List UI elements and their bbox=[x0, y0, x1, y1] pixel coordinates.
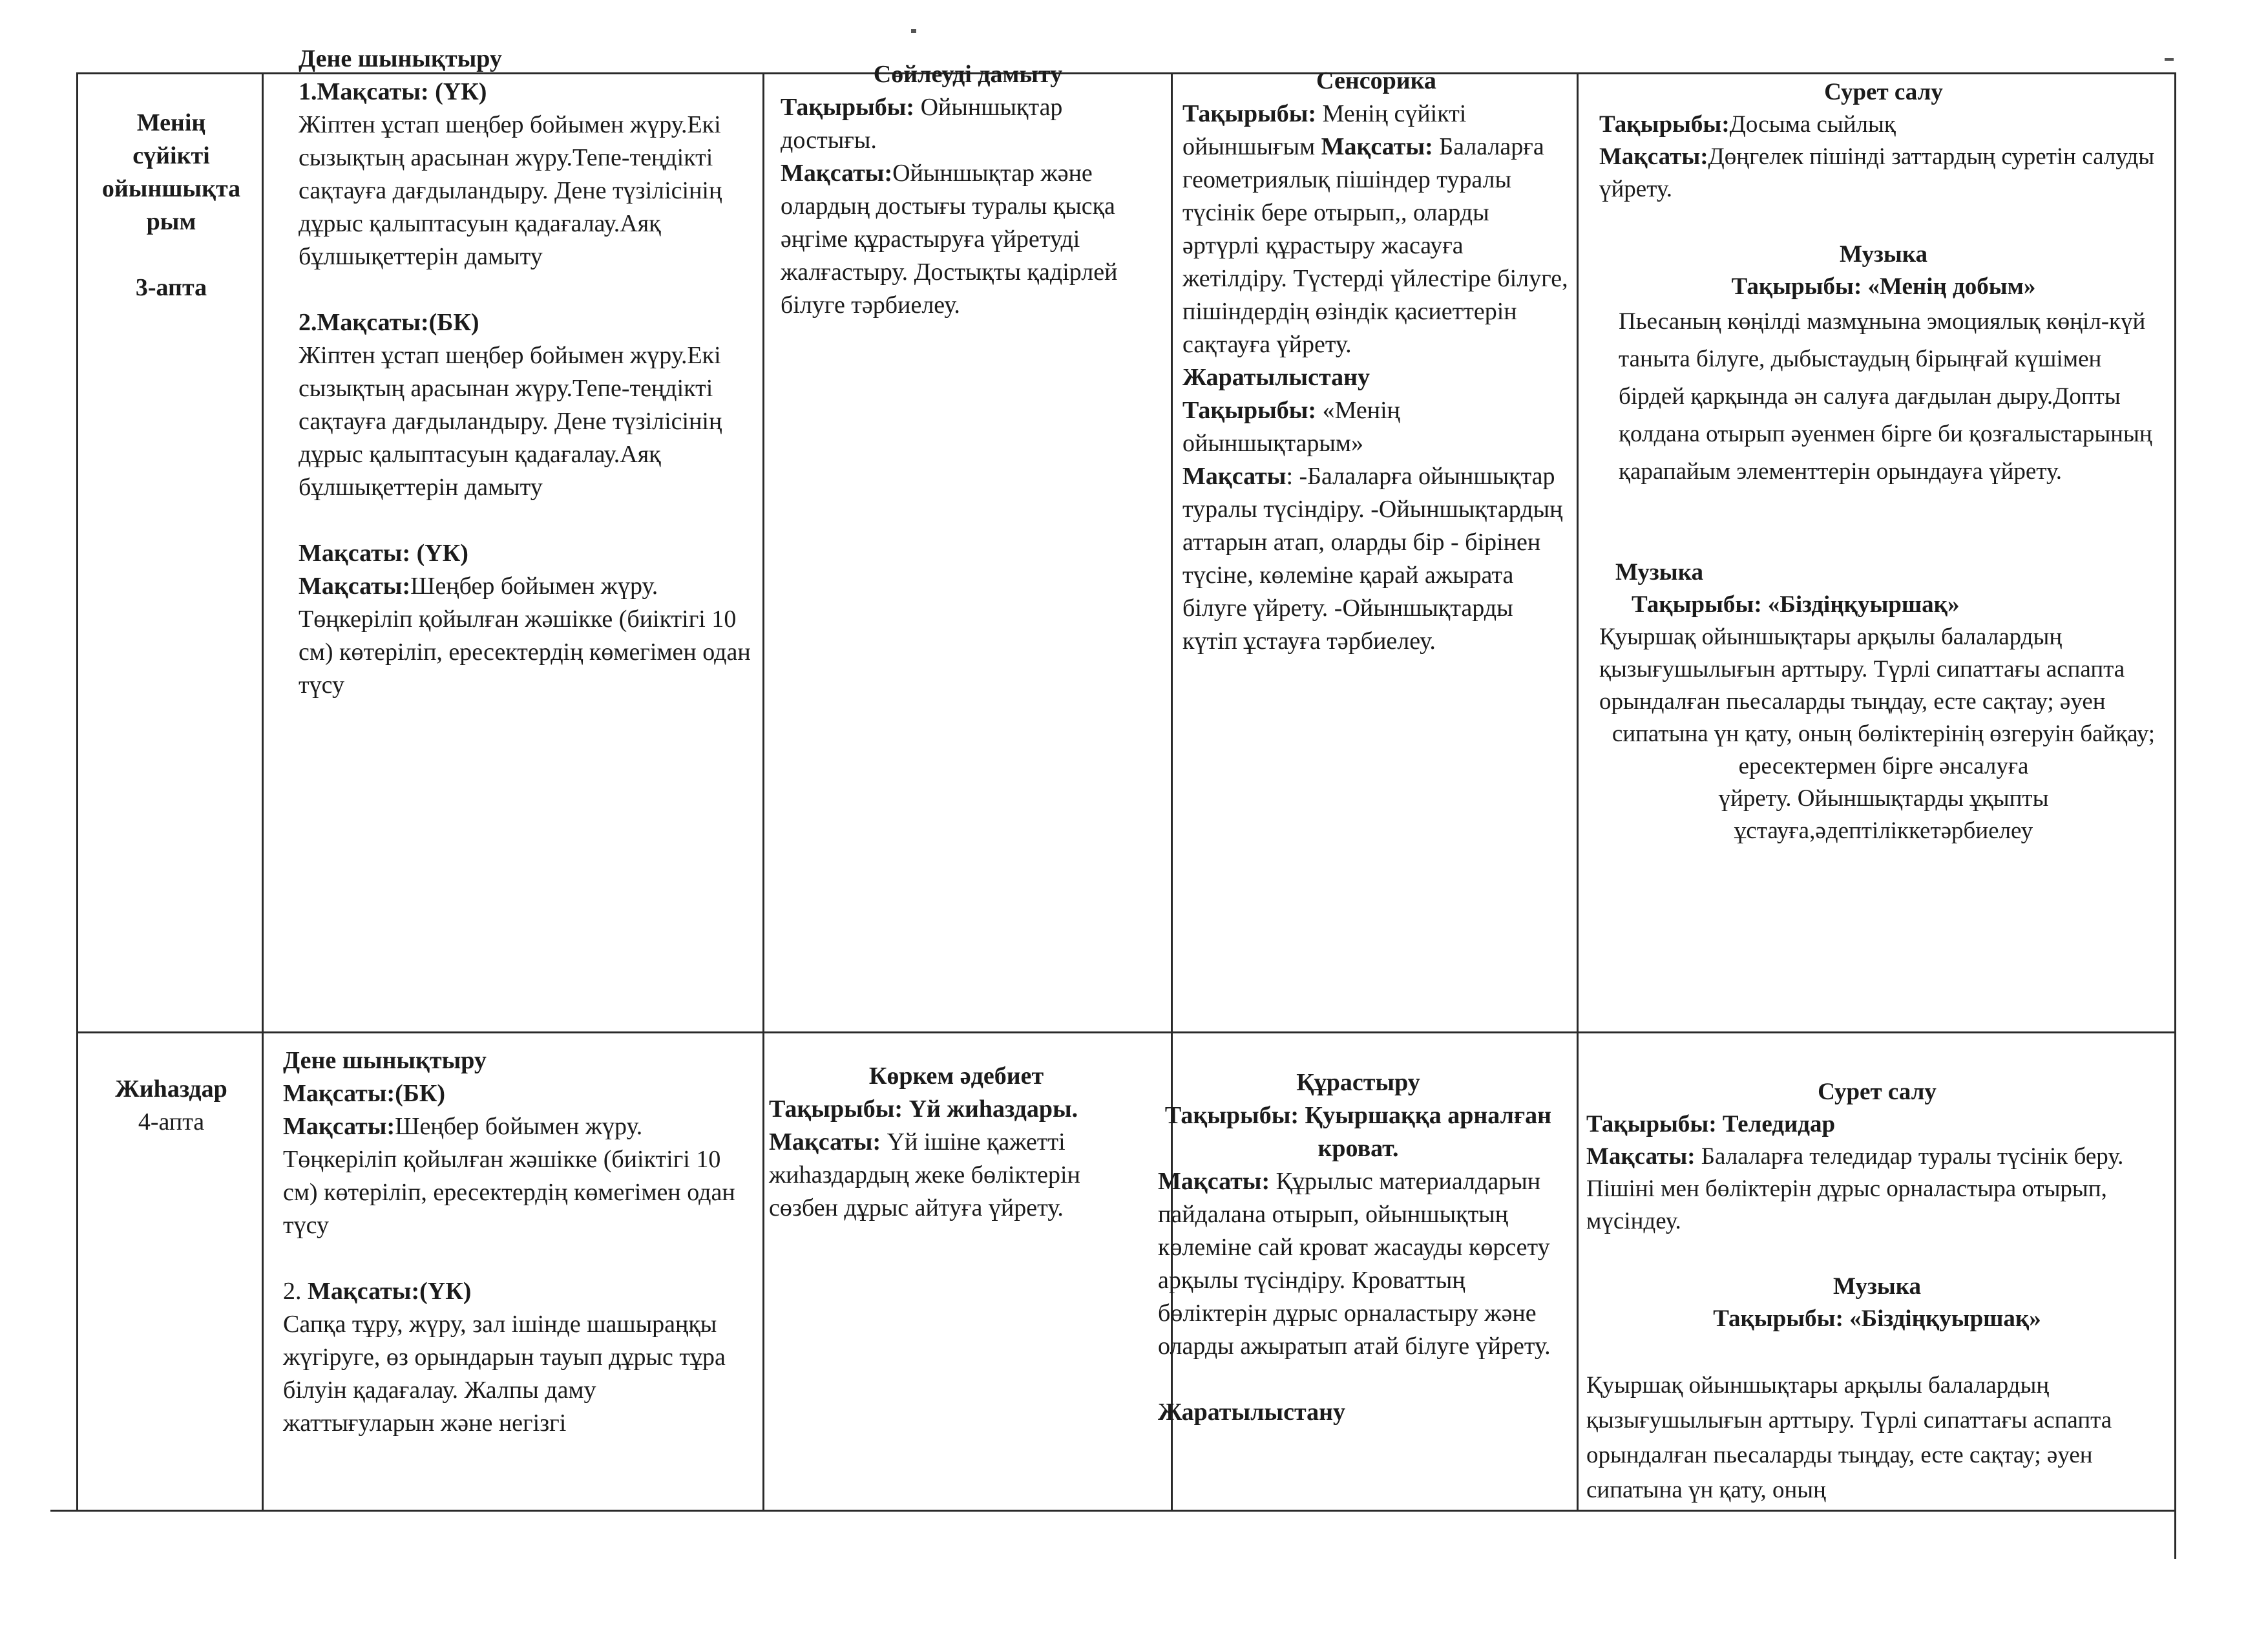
row1-speech-cell bbox=[781, 58, 1155, 322]
row1-theme-line: рым bbox=[146, 208, 196, 235]
row2-physical-goal1-label2: Мақсаты: bbox=[283, 1113, 395, 1140]
row1-physical-goal1-text: Жіптен ұстап шеңбер бойымен жүру.Екі сызықтың арасынан жүру.Тепе-теңдікті сақтауға дағдыландыру. Дене түзілісінің дұрыс қалыптасуын қадағалау.Аяқ бұлшықеттерін дамыту bbox=[299, 111, 722, 270]
row1-art-goal-text: Дөңгелек пішінді заттардың суретін салуды үйрету. bbox=[1599, 143, 2155, 202]
row1-theme-line: Менің bbox=[136, 109, 206, 136]
row1-art-goal-label: Мақсаты: bbox=[1599, 143, 1708, 170]
row1-week: 3-апта bbox=[135, 274, 207, 301]
table-bottom-border bbox=[50, 1510, 2176, 1512]
row1-physical-subject: Дене шынықтыру bbox=[299, 45, 502, 72]
col-divider-2 bbox=[762, 72, 764, 1511]
row2-lit-subject: Көркем әдебиет bbox=[868, 1062, 1044, 1090]
row1-nature-goal-text: : -Балаларға ойыншықтар туралы түсіндіру. -Ойыншықтардың аттарын атап, оларды бір - бірінен түсіне, көлеміне қарай ажырата білуге үйрету. -Ойыншықтарды күтіп ұстауға тәрбиелеу. bbox=[1182, 463, 1563, 655]
row1-sensory-goal-text: Балаларға геометриялық пішіндер туралы түсінік бере отырып,, оларды әртүрлі құрастыру жасауға жетілдіру. Түстерді үйлестіре білуге, пішіндердің өзіндік қасиеттерін сақтауға үйрету. bbox=[1182, 133, 1568, 358]
row2-music-text: Қуыршақ ойыншықтары арқылы балалардың қызығушылығын арттыру. Түрлі сипаттағы аспапта орындалған пьесаларды тыңдау, есте сақтау; әуен сипатына үн қату, оның bbox=[1586, 1372, 2112, 1503]
row2-lit-goal-text: Үй ішіне қажетті жиһаздардың жеке бөліктерін сөзбен дұрыс айтуға үйрету. bbox=[769, 1128, 1080, 1221]
row1-physical-goal1-label: 1.Мақсаты: (ҮК) bbox=[299, 78, 487, 105]
row1-music2-subject: Музыка bbox=[1615, 559, 1703, 586]
row1-theme-cell bbox=[87, 107, 255, 304]
row1-music2-text-c: үйрету. Ойыншықтарды ұқыпты bbox=[1718, 785, 2049, 812]
row1-nature-goal-label: Мақсаты bbox=[1182, 463, 1286, 490]
row2-physical-goal2-text: Сапқа тұру, жүру, зал ішінде шашыраңқы жүгіруге, өз орындарын тауып дұрыс тұра білуін қадағалау. Жалпы даму жаттығуларын және негізгі bbox=[283, 1311, 726, 1437]
row1-sensory-goal-label: Мақсаты: bbox=[1321, 133, 1433, 160]
row1-sensory-topic-text: Менің сүйікті ойыншығым bbox=[1182, 100, 1467, 160]
row1-theme-line: ойыншықта bbox=[101, 175, 241, 202]
row1-music1-text: Пьесаның көңілді мазмұнына эмоциялық көңіл-күй таныта білуге, дыбыстаудың бірыңғай күшімен бірдей қарқында ән салуға дағдылан дыру.Допты қолдана отырып әуенмен бірге би қозғалыстарының қарапайым элементтерін орындауға үйрету. bbox=[1619, 308, 2152, 485]
row2-art-topic-label: Тақырыбы: bbox=[1586, 1111, 1717, 1137]
row2-build-goal-label: Мақсаты: bbox=[1158, 1168, 1270, 1195]
row2-art-goal-text: Балаларға теледидар туралы түсінік беру. Пішіні мен бөліктерін дұрыс орналастыра отырып, мүсіндеу. bbox=[1586, 1143, 2124, 1234]
row1-music2-text-b: сипатына үн қату, оның бөліктерінің өзгеруін байқау; ересектермен бірге әнсалуға bbox=[1612, 721, 2156, 779]
scan-mark bbox=[2165, 58, 2174, 61]
row1-art-cell bbox=[1599, 76, 2168, 847]
row1-speech-topic-text: Ойыншықтар достығы. bbox=[781, 94, 1063, 154]
row2-art-subject: Сурет салу bbox=[1818, 1079, 1937, 1105]
row1-art-topic-text: Досыма сыйлық bbox=[1729, 111, 1896, 138]
row1-sensory-topic-label: Тақырыбы: bbox=[1182, 100, 1317, 127]
row1-nature-topic-label: Тақырыбы: bbox=[1182, 397, 1317, 424]
row1-music2-text-d: ұстауға,әдептіліккетәрбиелеу bbox=[1734, 818, 2033, 844]
row2-physical-goal1-text: Шеңбер бойымен жүру. Төңкеріліп қойылған жәшікке (биіктігі 10 см) көтеріліп, ересектердің көмегімен одан түсу bbox=[283, 1113, 735, 1239]
row2-build-topic: Тақырыбы: Қуыршаққа арналған кроват. bbox=[1164, 1102, 1552, 1162]
row2-lit-topic-text: Үй жиһаздары. bbox=[908, 1095, 1078, 1123]
row2-physical-cell bbox=[283, 1044, 748, 1440]
row2-build-cell bbox=[1158, 1066, 1559, 1429]
row1-sensory-subject: Сенсорика bbox=[1316, 67, 1436, 94]
row2-nature-subject: Жаратылыстану bbox=[1158, 1399, 1345, 1426]
row1-sensory-cell bbox=[1182, 65, 1570, 658]
row2-lit-cell bbox=[762, 1060, 1150, 1225]
row2-lit-goal-label: Мақсаты: bbox=[769, 1128, 881, 1156]
row1-physical-goal2-text: Жіптен ұстап шеңбер бойымен жүру.Екі сызықтың арасынан жүру.Тепе-теңдікті сақтауға дағдыландыру. Дене түзілісінің дұрыс қалыптасуын қадағалау.Аяқ бұлшықеттерін дамыту bbox=[299, 342, 722, 501]
row2-lit-topic-label: Тақырыбы: bbox=[769, 1095, 903, 1123]
table-left-border bbox=[76, 72, 78, 1511]
row1-music2-topic: Тақырыбы: «Біздіңқуыршақ» bbox=[1632, 591, 1960, 618]
col-divider-1 bbox=[262, 72, 264, 1511]
row1-music2-text-a: Қуыршақ ойыншықтары арқылы балалардың қызығушылығын арттыру. Түрлі сипаттағы аспапта орындалған пьесаларды тыңдау, есте сақтау; әуен bbox=[1599, 624, 2125, 715]
row1-speech-subject: Сөйлеуді дамыту bbox=[873, 61, 1063, 88]
row1-physical-goal3-text: Шеңбер бойымен жүру. Төңкеріліп қойылған жәшікке (биіктігі 10 см) көтеріліп, ересектердің көмегімен одан түсу bbox=[299, 573, 751, 699]
row1-physical-goal3-label2: Мақсаты: bbox=[299, 573, 411, 600]
row1-speech-goal-label: Мақсаты: bbox=[781, 160, 893, 187]
row1-art-topic-label: Тақырыбы: bbox=[1599, 111, 1730, 138]
row1-physical-goal3-label: Мақсаты: (ҮК) bbox=[299, 540, 468, 567]
table-right-border bbox=[2174, 72, 2176, 1559]
row2-theme-cell bbox=[84, 1073, 258, 1139]
row1-nature-subject: Жаратылыстану bbox=[1182, 364, 1370, 391]
row2-week: 4-апта bbox=[138, 1108, 205, 1136]
row2-art-cell bbox=[1586, 1076, 2168, 1508]
row1-physical-goal2-label: 2.Мақсаты:(БК) bbox=[299, 309, 479, 336]
row2-music-subject: Музыка bbox=[1833, 1273, 1921, 1300]
row2-physical-goal2-label: Мақсаты:(ҮК) bbox=[308, 1278, 472, 1305]
row2-physical-goal2-num: 2. bbox=[283, 1278, 302, 1305]
row2-art-topic-text: Теледидар bbox=[1722, 1111, 1836, 1137]
row1-music1-subject: Музыка bbox=[1840, 241, 1927, 268]
row2-build-goal-text: Құрылыс материалдарын пайдалана отырып, ойыншықтың көлеміне сай кроват жасауды көрсету арқылы түсіндіру. Кроваттың бөліктерін дұрыс орналастыру және оларды ажыратып атай білуге үйрету. bbox=[1158, 1168, 1551, 1360]
row2-physical-subject: Дене шынықтыру bbox=[283, 1047, 487, 1074]
row1-speech-topic-label: Тақырыбы: bbox=[781, 94, 915, 121]
row2-physical-goal1-label: Мақсаты:(БК) bbox=[283, 1080, 446, 1107]
row2-build-subject: Құрастыру bbox=[1296, 1069, 1420, 1096]
row2-art-goal-label: Мақсаты: bbox=[1586, 1143, 1696, 1170]
row2-music-topic: Тақырыбы: «Біздіңқуыршақ» bbox=[1713, 1305, 2041, 1332]
row1-speech-goal-text: Ойыншықтар және олардың достығы туралы қысқа әңгіме құрастыруға үйретуді жалғастыру. Достықты қадірлей білуге тәрбиелеу. bbox=[781, 160, 1118, 319]
col-divider-4 bbox=[1577, 72, 1579, 1511]
row1-nature-topic-text: «Менің ойыншықтарым» bbox=[1182, 397, 1400, 457]
row1-art-subject: Сурет салу bbox=[1824, 79, 1943, 105]
row2-theme: Жиһаздар bbox=[115, 1075, 227, 1103]
row1-physical-cell bbox=[299, 43, 751, 702]
row-divider bbox=[76, 1031, 2176, 1033]
row1-theme-line: сүйікті bbox=[132, 142, 210, 169]
row1-music1-topic: Тақырыбы: «Менің добым» bbox=[1731, 273, 2036, 300]
scan-mark bbox=[911, 29, 916, 33]
